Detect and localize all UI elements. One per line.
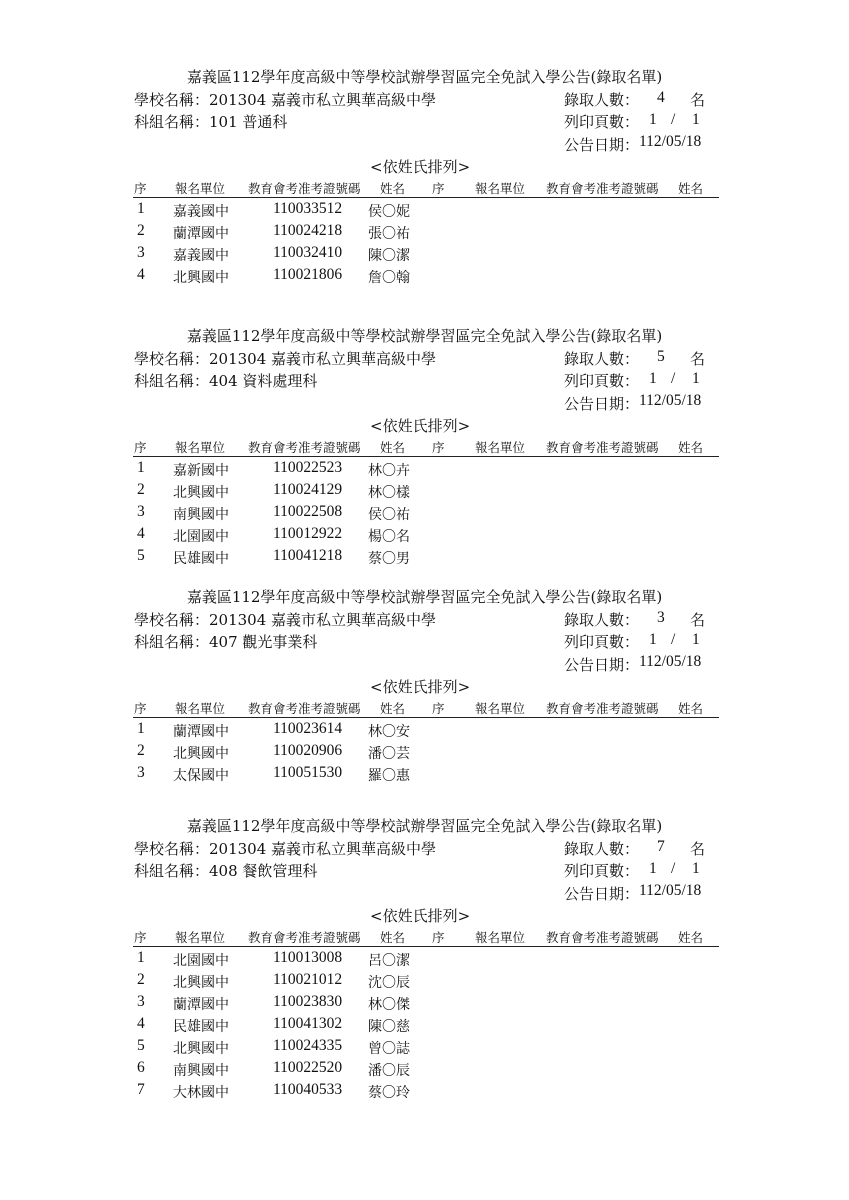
row-name: 張〇祐 bbox=[368, 226, 410, 242]
announce-date: 112/05/18 bbox=[639, 882, 702, 899]
pages-label: 列印頁數： bbox=[564, 633, 640, 651]
row-name: 曾〇誌 bbox=[368, 1041, 410, 1057]
row-exam-no: 110021806 bbox=[273, 266, 343, 283]
admit-unit: 名 bbox=[690, 350, 706, 368]
row-unit: 北興國中 bbox=[173, 746, 229, 762]
row-seq: 2 bbox=[137, 222, 145, 239]
page-separator: / bbox=[671, 631, 676, 648]
row-exam-no: 110041218 bbox=[273, 547, 343, 564]
page-separator: / bbox=[671, 370, 676, 387]
dept-label: 科組名稱： bbox=[134, 113, 210, 131]
row-seq: 5 bbox=[137, 547, 145, 564]
page-total: 1 bbox=[692, 370, 700, 387]
row-unit: 北興國中 bbox=[173, 485, 229, 501]
col-header-seq: 序 bbox=[134, 181, 147, 196]
col-header-seq: 序 bbox=[432, 181, 445, 196]
row-seq: 5 bbox=[137, 1037, 145, 1054]
school-label: 學校名稱： bbox=[134, 611, 210, 629]
row-name: 蔡〇男 bbox=[368, 551, 410, 567]
col-header-exam-no: 教育會考准考證號碼 bbox=[248, 181, 361, 196]
page-current: 1 bbox=[649, 111, 657, 128]
col-header-seq: 序 bbox=[432, 701, 445, 716]
row-seq: 7 bbox=[137, 1081, 145, 1098]
section-title: 嘉義區112學年度高級中等學校試辦學習區完全免試入學公告(錄取名單) bbox=[186, 588, 663, 606]
admit-count: 4 bbox=[657, 89, 665, 106]
col-header-name: 姓名 bbox=[678, 181, 704, 196]
row-seq: 4 bbox=[137, 266, 145, 283]
col-header-seq: 序 bbox=[134, 440, 147, 455]
col-header-unit: 報名單位 bbox=[475, 181, 526, 196]
row-name: 潘〇芸 bbox=[368, 746, 410, 762]
row-unit: 北興國中 bbox=[173, 270, 229, 286]
row-exam-no: 110013008 bbox=[273, 949, 343, 966]
row-exam-no: 110022520 bbox=[273, 1059, 343, 1076]
row-unit: 北園國中 bbox=[173, 529, 229, 545]
dept-label: 科組名稱： bbox=[134, 372, 210, 390]
row-seq: 2 bbox=[137, 481, 145, 498]
dept-name: 404 資料處理科 bbox=[209, 372, 318, 390]
col-header-unit: 報名單位 bbox=[175, 930, 226, 945]
page-separator: / bbox=[671, 860, 676, 877]
row-seq: 1 bbox=[137, 459, 145, 476]
col-header-name: 姓名 bbox=[380, 440, 406, 455]
row-exam-no: 110012922 bbox=[273, 525, 343, 542]
col-header-exam-no: 教育會考准考證號碼 bbox=[248, 440, 361, 455]
admission-section bbox=[0, 325, 849, 575]
section-title: 嘉義區112學年度高級中等學校試辦學習區完全免試入學公告(錄取名單) bbox=[186, 68, 663, 86]
admit-count: 3 bbox=[657, 609, 665, 626]
col-header-exam-no: 教育會考准考證號碼 bbox=[248, 701, 361, 716]
row-exam-no: 110023614 bbox=[273, 720, 343, 737]
row-unit: 嘉義國中 bbox=[173, 248, 229, 264]
row-unit: 蘭潭國中 bbox=[173, 724, 229, 740]
pages-label: 列印頁數： bbox=[564, 862, 640, 880]
row-name: 沈〇辰 bbox=[368, 975, 410, 991]
school-label: 學校名稱： bbox=[134, 350, 210, 368]
row-exam-no: 110024129 bbox=[273, 481, 343, 498]
row-unit: 民雄國中 bbox=[173, 1019, 229, 1035]
row-exam-no: 110024218 bbox=[273, 222, 343, 239]
row-unit: 嘉新國中 bbox=[173, 463, 229, 479]
row-name: 呂〇潔 bbox=[368, 953, 410, 969]
col-header-name: 姓名 bbox=[380, 930, 406, 945]
row-name: 林〇傑 bbox=[368, 997, 410, 1013]
row-unit: 南興國中 bbox=[173, 1063, 229, 1079]
row-name: 楊〇名 bbox=[368, 529, 410, 545]
date-label: 公告日期： bbox=[564, 136, 640, 154]
row-seq: 1 bbox=[137, 720, 145, 737]
admission-section bbox=[0, 66, 849, 316]
dept-name: 408 餐飲管理科 bbox=[209, 862, 318, 880]
school-name: 201304 嘉義市私立興華高級中學 bbox=[209, 350, 437, 368]
header-rule bbox=[133, 946, 719, 947]
dept-label: 科組名稱： bbox=[134, 862, 210, 880]
sort-note: <依姓氏排列> bbox=[370, 907, 471, 925]
row-name: 陳〇潔 bbox=[368, 248, 410, 264]
row-name: 林〇卉 bbox=[368, 463, 410, 479]
page-total: 1 bbox=[692, 860, 700, 877]
sort-note: <依姓氏排列> bbox=[370, 417, 471, 435]
announce-date: 112/05/18 bbox=[639, 653, 702, 670]
school-label: 學校名稱： bbox=[134, 91, 210, 109]
school-name: 201304 嘉義市私立興華高級中學 bbox=[209, 91, 437, 109]
row-unit: 大林國中 bbox=[173, 1085, 229, 1101]
row-seq: 1 bbox=[137, 949, 145, 966]
row-name: 陳〇慈 bbox=[368, 1019, 410, 1035]
school-name: 201304 嘉義市私立興華高級中學 bbox=[209, 611, 437, 629]
row-seq: 2 bbox=[137, 742, 145, 759]
announce-date: 112/05/18 bbox=[639, 392, 702, 409]
row-name: 詹〇翰 bbox=[368, 270, 410, 286]
row-unit: 北興國中 bbox=[173, 1041, 229, 1057]
school-name: 201304 嘉義市私立興華高級中學 bbox=[209, 840, 437, 858]
page-total: 1 bbox=[692, 631, 700, 648]
col-header-name: 姓名 bbox=[678, 930, 704, 945]
admit-label: 錄取人數： bbox=[564, 840, 640, 858]
row-seq: 3 bbox=[137, 764, 145, 781]
row-unit: 嘉義國中 bbox=[173, 204, 229, 220]
col-header-exam-no: 教育會考准考證號碼 bbox=[248, 930, 361, 945]
row-unit: 蘭潭國中 bbox=[173, 226, 229, 242]
col-header-name: 姓名 bbox=[678, 440, 704, 455]
dept-label: 科組名稱： bbox=[134, 633, 210, 651]
row-seq: 4 bbox=[137, 1015, 145, 1032]
page-separator: / bbox=[671, 111, 676, 128]
date-label: 公告日期： bbox=[564, 656, 640, 674]
row-name: 蔡〇玲 bbox=[368, 1085, 410, 1101]
school-label: 學校名稱： bbox=[134, 840, 210, 858]
row-name: 林〇安 bbox=[368, 724, 410, 740]
row-seq: 6 bbox=[137, 1059, 145, 1076]
col-header-unit: 報名單位 bbox=[475, 930, 526, 945]
header-rule bbox=[133, 717, 719, 718]
admit-label: 錄取人數： bbox=[564, 350, 640, 368]
col-header-seq: 序 bbox=[134, 701, 147, 716]
page-current: 1 bbox=[649, 631, 657, 648]
row-exam-no: 110023830 bbox=[273, 993, 343, 1010]
col-header-seq: 序 bbox=[134, 930, 147, 945]
col-header-exam-no: 教育會考准考證號碼 bbox=[546, 930, 659, 945]
page-current: 1 bbox=[649, 370, 657, 387]
row-exam-no: 110021012 bbox=[273, 971, 343, 988]
row-exam-no: 110051530 bbox=[273, 764, 343, 781]
row-exam-no: 110022508 bbox=[273, 503, 343, 520]
col-header-seq: 序 bbox=[432, 930, 445, 945]
col-header-exam-no: 教育會考准考證號碼 bbox=[546, 181, 659, 196]
row-seq: 1 bbox=[137, 200, 145, 217]
date-label: 公告日期： bbox=[564, 395, 640, 413]
dept-name: 101 普通科 bbox=[209, 113, 288, 131]
admit-unit: 名 bbox=[690, 611, 706, 629]
col-header-name: 姓名 bbox=[380, 701, 406, 716]
admit-count: 5 bbox=[657, 348, 665, 365]
row-unit: 北興國中 bbox=[173, 975, 229, 991]
date-label: 公告日期： bbox=[564, 885, 640, 903]
header-rule bbox=[133, 456, 719, 457]
row-name: 林〇樣 bbox=[368, 485, 410, 501]
col-header-exam-no: 教育會考准考證號碼 bbox=[546, 440, 659, 455]
row-unit: 蘭潭國中 bbox=[173, 997, 229, 1013]
row-exam-no: 110040533 bbox=[273, 1081, 343, 1098]
admission-section bbox=[0, 586, 849, 836]
section-title: 嘉義區112學年度高級中等學校試辦學習區完全免試入學公告(錄取名單) bbox=[186, 817, 663, 835]
row-seq: 3 bbox=[137, 503, 145, 520]
col-header-unit: 報名單位 bbox=[475, 440, 526, 455]
row-name: 侯〇祐 bbox=[368, 507, 410, 523]
col-header-name: 姓名 bbox=[380, 181, 406, 196]
row-unit: 民雄國中 bbox=[173, 551, 229, 567]
col-header-name: 姓名 bbox=[678, 701, 704, 716]
col-header-unit: 報名單位 bbox=[475, 701, 526, 716]
sort-note: <依姓氏排列> bbox=[370, 678, 471, 696]
row-name: 侯〇妮 bbox=[368, 204, 410, 220]
row-name: 潘〇辰 bbox=[368, 1063, 410, 1079]
admit-unit: 名 bbox=[690, 840, 706, 858]
admit-count: 7 bbox=[657, 838, 665, 855]
section-title: 嘉義區112學年度高級中等學校試辦學習區完全免試入學公告(錄取名單) bbox=[186, 327, 663, 345]
col-header-unit: 報名單位 bbox=[175, 440, 226, 455]
col-header-unit: 報名單位 bbox=[175, 701, 226, 716]
page-current: 1 bbox=[649, 860, 657, 877]
row-exam-no: 110024335 bbox=[273, 1037, 343, 1054]
row-exam-no: 110041302 bbox=[273, 1015, 343, 1032]
row-unit: 南興國中 bbox=[173, 507, 229, 523]
col-header-exam-no: 教育會考准考證號碼 bbox=[546, 701, 659, 716]
admit-label: 錄取人數： bbox=[564, 91, 640, 109]
row-seq: 3 bbox=[137, 993, 145, 1010]
row-unit: 北園國中 bbox=[173, 953, 229, 969]
col-header-seq: 序 bbox=[432, 440, 445, 455]
row-exam-no: 110033512 bbox=[273, 200, 343, 217]
pages-label: 列印頁數： bbox=[564, 372, 640, 390]
col-header-unit: 報名單位 bbox=[175, 181, 226, 196]
row-seq: 2 bbox=[137, 971, 145, 988]
row-seq: 3 bbox=[137, 244, 145, 261]
header-rule bbox=[133, 197, 719, 198]
page-total: 1 bbox=[692, 111, 700, 128]
row-seq: 4 bbox=[137, 525, 145, 542]
row-exam-no: 110022523 bbox=[273, 459, 343, 476]
row-unit: 太保國中 bbox=[173, 768, 229, 784]
row-name: 羅〇惠 bbox=[368, 768, 410, 784]
row-exam-no: 110020906 bbox=[273, 742, 343, 759]
row-exam-no: 110032410 bbox=[273, 244, 343, 261]
announce-date: 112/05/18 bbox=[639, 133, 702, 150]
admission-section bbox=[0, 815, 849, 1101]
dept-name: 407 觀光事業科 bbox=[209, 633, 318, 651]
pages-label: 列印頁數： bbox=[564, 113, 640, 131]
admit-label: 錄取人數： bbox=[564, 611, 640, 629]
sort-note: <依姓氏排列> bbox=[370, 158, 471, 176]
admit-unit: 名 bbox=[690, 91, 706, 109]
